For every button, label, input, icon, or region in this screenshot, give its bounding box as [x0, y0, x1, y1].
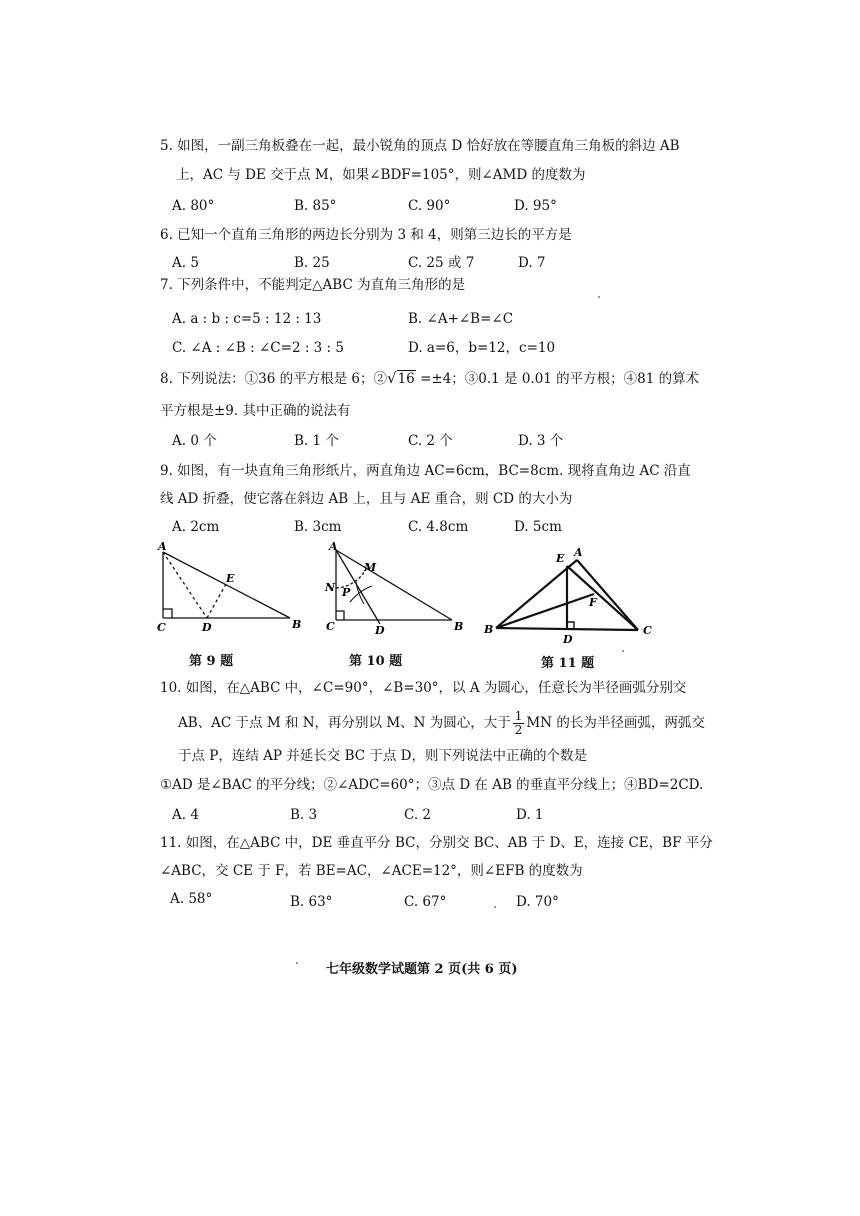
fig11-label-e: E: [556, 552, 565, 565]
q10-fraction-numerator: 1: [514, 709, 523, 723]
fig11-label-f: F: [589, 596, 597, 609]
fig9-caption: 第 9 题: [189, 654, 234, 669]
page-footer: 七年级数学试题第 2 页(共 6 页): [326, 962, 518, 977]
q6-option-d: D. 7: [518, 255, 546, 271]
q8-option-d: D. 3 个: [518, 433, 564, 449]
q7-line1: 7. 下列条件中，不能判定△ABC 为直角三角形的是: [160, 277, 466, 293]
q7-option-a: A. a : b : c=5 : 12 : 13: [172, 311, 322, 327]
fig11-side-bc: [496, 628, 638, 630]
q10-line2-part2: MN 的长为半径画弧，两弧交: [526, 715, 705, 731]
q9-option-c: C. 4.8cm: [408, 519, 469, 535]
fig11-right-angle-mark: [567, 622, 574, 629]
q6-line1: 6. 已知一个直角三角形的两边长分别为 3 和 4，则第三边长的平方是: [160, 227, 572, 243]
q6-option-a: A. 5: [172, 255, 199, 271]
q8-line2: 平方根是±9. 其中正确的说法有: [160, 403, 351, 419]
q11-option-c: C. 67°: [404, 894, 447, 910]
fig9-label-b: B: [292, 618, 302, 631]
q11-option-b: B. 63°: [290, 894, 333, 910]
figure-10: [336, 550, 452, 624]
q8-line1-part2: =±4；③0.1 是 0.01 的平方根；④81 的算术: [415, 371, 700, 387]
q8-option-b: B. 1 个: [294, 433, 339, 449]
fig9-side-ab: [163, 552, 290, 618]
q9-line2: 线 AD 折叠，使它落在斜边 AB 上，且与 AE 重合，则 CD 的大小为: [160, 491, 573, 507]
fig11-label-d: D: [563, 633, 573, 646]
fig9-label-d: D: [202, 621, 212, 634]
q10-option-b: B. 3: [290, 807, 318, 823]
q10-line1: 10. 如图，在△ABC 中，∠C=90°，∠B=30°，以 A 为圆心，任意长为半径画弧分别交: [160, 680, 687, 696]
fig11-label-c: C: [643, 624, 652, 637]
fig9-fold-de: [207, 584, 226, 618]
sqrt-icon: √: [387, 369, 397, 387]
fig11-label-b: B: [484, 623, 494, 636]
q11-line1: 11. 如图，在△ABC 中，DE 垂直平分 BC，分别交 BC、AB 于 D、E，连接 CE，BF 平分: [160, 835, 713, 851]
q9-option-a: A. 2cm: [172, 519, 220, 535]
fig10-right-angle-mark: [336, 611, 344, 620]
q11-option-a: A. 58°: [170, 891, 213, 907]
fig10-arc-mn: [336, 569, 366, 588]
fig11-side-ac: [577, 560, 638, 630]
q10-fraction: [513, 710, 525, 737]
q7-option-d: D. a=6，b=12，c=10: [408, 340, 556, 356]
q6-option-c: C. 25 或 7: [408, 255, 475, 271]
q9-option-d: D. 5cm: [514, 519, 562, 535]
q10-line4: ①AD 是∠BAC 的平分线；②∠ADC=60°；③点 D 在 AB 的垂直平分线上；④BD=2CD.: [160, 777, 704, 793]
fig9-label-e: E: [226, 572, 235, 585]
scan-speck: [296, 962, 298, 964]
fig10-bisector-ad: [336, 550, 380, 624]
q9-line1: 9. 如图，有一块直角三角形纸片，两直角边 AC=6cm，BC=8cm. 现将直角边 AC 沿直: [160, 463, 691, 479]
q11-option-d: D. 70°: [516, 894, 559, 910]
q10-line2: [178, 710, 705, 737]
q8-radicand: 16: [397, 371, 415, 387]
q10-fraction-denominator: 2: [514, 723, 523, 737]
q8-option-a: A. 0 个: [172, 433, 217, 449]
q7-option-b: B. ∠A+∠B=∠C: [408, 311, 514, 327]
q8-option-c: C. 2 个: [408, 433, 453, 449]
scan-speck: [598, 296, 600, 298]
q5-option-c: C. 90°: [408, 198, 451, 214]
q5-option-b: B. 85°: [294, 198, 337, 214]
fig9-fold-ad: [163, 552, 207, 618]
fig11-side-ba: [496, 560, 577, 628]
fig10-label-c: C: [326, 620, 335, 633]
q9-option-b: B. 3cm: [294, 519, 342, 535]
q10-line3: 于点 P，连结 AP 并延长交 BC 于点 D，则下列说法中正确的个数是: [178, 748, 587, 764]
fig10-label-b: B: [454, 620, 464, 633]
q10-option-d: D. 1: [516, 807, 544, 823]
q10-option-c: C. 2: [404, 807, 432, 823]
q5-option-a: A. 80°: [172, 198, 215, 214]
figure-9: [163, 552, 290, 618]
fig10-arc-from-m: [356, 582, 364, 604]
fig11-caption: 第 11 题: [541, 656, 595, 671]
fig10-caption: 第 10 题: [349, 654, 403, 669]
fig11-segment-ce: [567, 566, 638, 630]
fig10-label-d: D: [375, 624, 385, 637]
figure-11: [496, 560, 638, 630]
fig10-label-n: N: [325, 581, 336, 594]
q5-line2: 上，AC 与 DE 交于点 M，如果∠BDF=105°，则∠AMD 的度数为: [176, 167, 586, 183]
fig10-side-ab: [336, 550, 452, 620]
q5-option-d: D. 95°: [514, 198, 557, 214]
fig9-label-a: A: [158, 540, 167, 553]
fig10-label-a: A: [329, 540, 338, 553]
scan-speck: [622, 650, 624, 652]
q8-line1: [160, 369, 699, 388]
fig11-bisector-bf: [496, 594, 594, 628]
q6-option-b: B. 25: [294, 255, 330, 271]
q8-line1-part1: 8. 下列说法：①36 的平方根是 6；②: [160, 371, 388, 387]
fig9-right-angle-mark: [163, 609, 172, 618]
q5-line1: 5. 如图，一副三角板叠在一起，最小锐角的顶点 D 恰好放在等腰直角三角板的斜边 AB: [160, 138, 680, 154]
fig9-label-c: C: [157, 621, 166, 634]
q7-option-c: C. ∠A : ∠B : ∠C=2 : 3 : 5: [172, 340, 344, 356]
fig11-label-a: A: [574, 546, 583, 559]
q10-option-a: A. 4: [172, 807, 199, 823]
fig10-label-m: M: [364, 561, 377, 574]
fig10-arc-from-n: [350, 586, 372, 602]
q10-line2-part1: AB、AC 于点 M 和 N，再分别以 M、N 为圆心，大于: [178, 715, 511, 731]
q11-line2: ∠ABC，交 CE 于 F，若 BE=AC，∠ACE=12°，则∠EFB 的度数为: [160, 863, 583, 879]
fig10-label-p: P: [342, 586, 351, 599]
scan-speck: [494, 906, 496, 908]
